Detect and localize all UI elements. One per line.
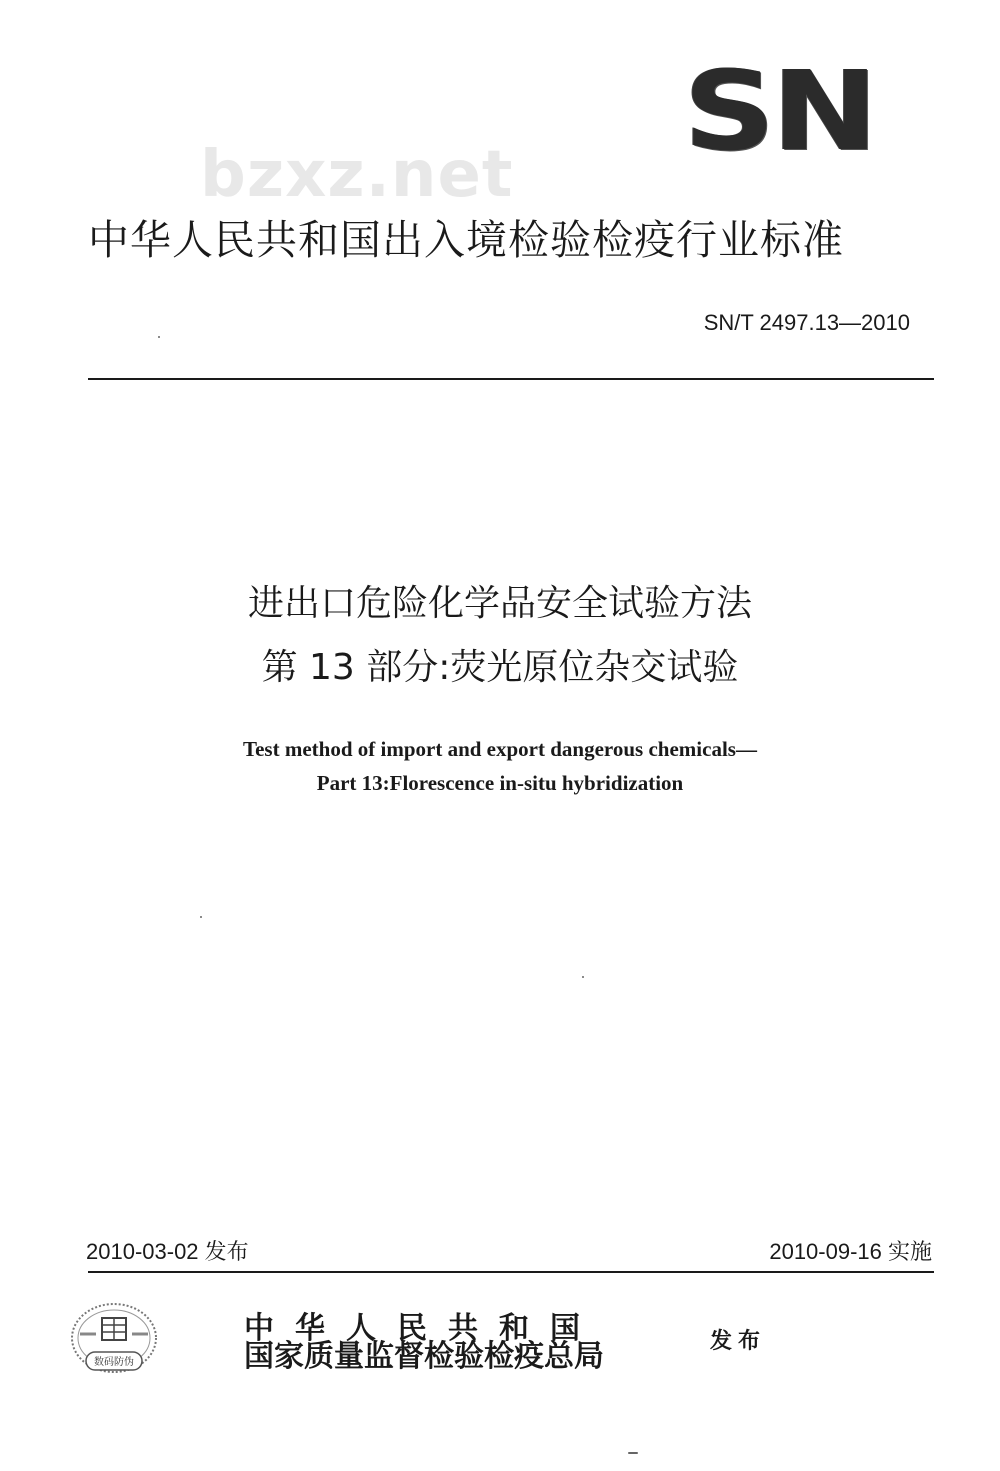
scan-speck: [582, 976, 584, 978]
issue-date: 2010-03-02 发布: [86, 1239, 249, 1264]
bottom-divider: [88, 1271, 934, 1273]
seal-label: 数码防伪: [94, 1357, 134, 1368]
scan-speck: [158, 336, 160, 338]
top-divider: [88, 378, 934, 380]
scan-speck: [628, 1452, 638, 1454]
industry-title: 中华人民共和国出入境检验检疫行业标准: [88, 216, 844, 264]
cn-title-line-1: 进出口危险化学品安全试验方法: [247, 583, 752, 624]
sn-logo: [676, 47, 882, 176]
en-title-line-1: Test method of import and export dangerous chemicals—: [243, 737, 757, 761]
cn-title-line-2: 第 13 部分:荧光原位杂交试验: [261, 647, 739, 688]
scan-speck: [200, 916, 202, 918]
anti-counterfeit-seal: [66, 1300, 162, 1384]
en-title-line-2: Part 13:Florescence in-situ hybridization: [316, 771, 684, 795]
sn-logo-text: SN: [683, 47, 875, 176]
publisher-line-1: 中华人民共和国: [244, 1311, 601, 1346]
seal-icon: [66, 1300, 162, 1384]
standard-number: SN/T 2497.13—2010: [703, 310, 910, 335]
implementation-date: 2010-09-16 实施: [769, 1239, 932, 1264]
publisher-line-2: 国家质量监督检验检疫总局: [244, 1339, 604, 1374]
release-label: 发布: [710, 1328, 767, 1354]
watermark: bzxz.net: [200, 138, 514, 212]
